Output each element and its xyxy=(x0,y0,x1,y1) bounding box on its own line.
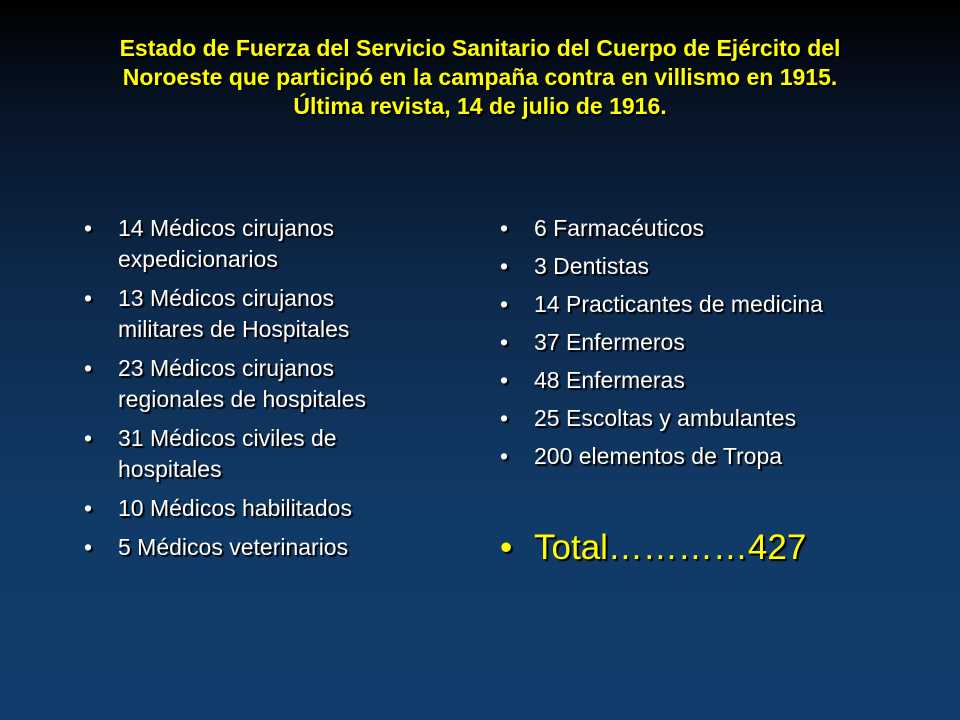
list-item xyxy=(84,423,414,485)
list-item xyxy=(500,441,920,472)
bullet-marker: • xyxy=(500,291,509,317)
list-item-line: hospitales xyxy=(118,456,222,482)
title-line-2: Noroeste que participó en la campaña contra en villismo en 1915. xyxy=(122,64,838,90)
list-item-line: 14 Médicos cirujanos xyxy=(118,215,335,241)
list-item xyxy=(500,213,920,244)
bullet-marker: • xyxy=(500,215,509,241)
bullet-marker: • xyxy=(500,367,509,393)
list-item-line: regionales de hospitales xyxy=(118,386,367,412)
list-item xyxy=(84,283,414,345)
list-item-line: 31 Médicos civiles de xyxy=(118,425,337,451)
list-item-text: 6 Farmacéuticos xyxy=(534,215,705,241)
list-item-line: 13 Médicos cirujanos xyxy=(118,285,335,311)
total-text: Total…………427 xyxy=(534,528,807,567)
list-item xyxy=(500,365,920,396)
bullet-marker: • xyxy=(84,425,93,451)
list-item xyxy=(500,289,920,320)
list-item xyxy=(500,251,920,282)
list-item-line: militares de Hospitales xyxy=(118,316,350,342)
list-item xyxy=(84,353,414,415)
slide-title xyxy=(40,34,920,121)
right-column-list xyxy=(500,213,920,479)
bullet-marker: • xyxy=(84,355,93,381)
list-item-text: 37 Enfermeros xyxy=(534,329,685,355)
list-item-line: 5 Médicos veterinarios xyxy=(118,534,349,560)
bullet-marker: • xyxy=(500,253,509,279)
bullet-marker: • xyxy=(500,405,509,431)
bullet-marker: • xyxy=(500,329,509,355)
bullet-marker: • xyxy=(84,215,93,241)
list-item-text: 25 Escoltas y ambulantes xyxy=(534,405,797,431)
list-item xyxy=(84,493,414,524)
bullet-marker: • xyxy=(84,534,93,560)
total-line xyxy=(500,526,920,570)
list-item-text: 14 Practicantes de medicina xyxy=(534,291,823,317)
list-item-text: 3 Dentistas xyxy=(534,253,650,279)
list-item xyxy=(500,327,920,358)
list-item-line: expedicionarios xyxy=(118,246,278,272)
bullet-marker: • xyxy=(84,285,93,311)
title-line-1: Estado de Fuerza del Servicio Sanitario del Cuerpo de Ejército del xyxy=(119,35,841,61)
bullet-marker: • xyxy=(500,528,513,567)
list-item-text: 48 Enfermeras xyxy=(534,367,685,393)
bullet-marker: • xyxy=(500,443,509,469)
bullet-marker: • xyxy=(84,495,93,521)
left-column-list xyxy=(84,213,414,571)
list-item xyxy=(84,213,414,275)
list-item-text: 200 elementos de Tropa xyxy=(534,443,783,469)
title-line-3: Última revista, 14 de julio de 1916. xyxy=(293,93,667,119)
list-item xyxy=(84,532,414,563)
list-item-line: 10 Médicos habilitados xyxy=(118,495,352,521)
list-item-line: 23 Médicos cirujanos xyxy=(118,355,335,381)
list-item xyxy=(500,403,920,434)
